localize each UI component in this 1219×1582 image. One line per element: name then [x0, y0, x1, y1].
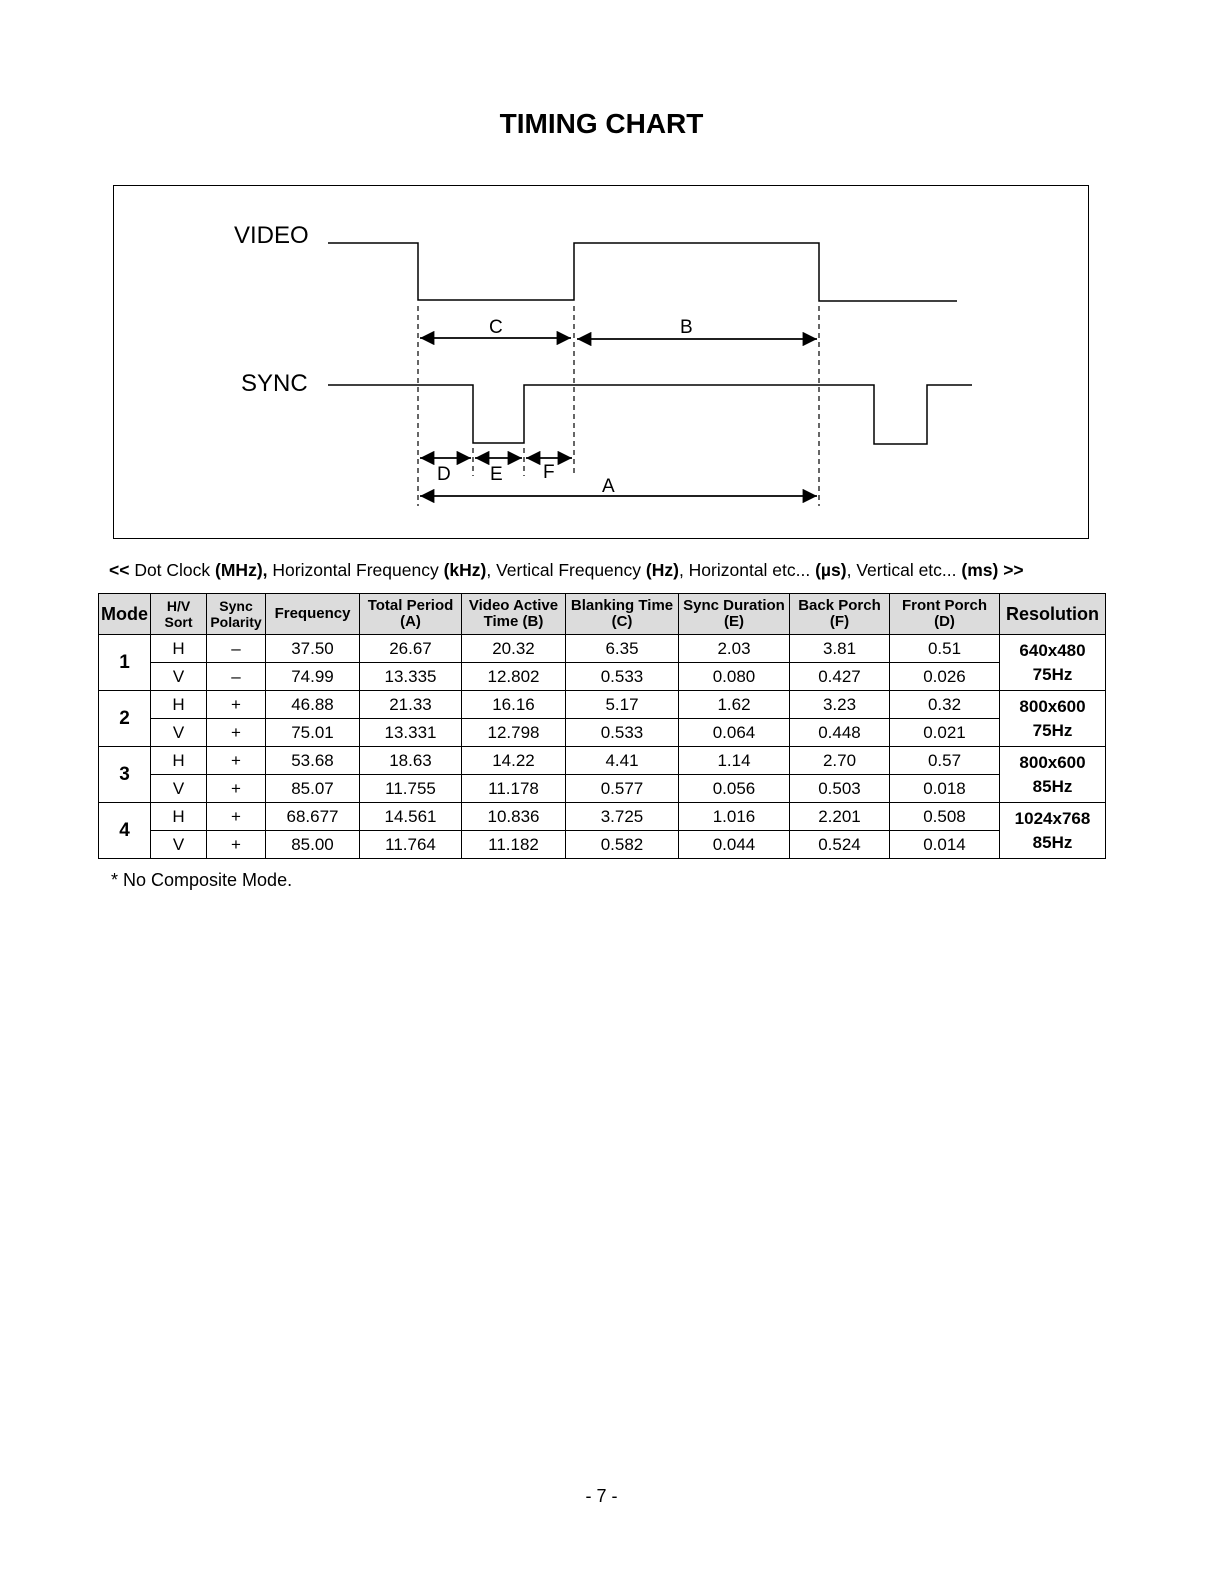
- table-cell: 16.16: [462, 691, 566, 719]
- header-frequency: Frequency: [266, 594, 360, 635]
- table-cell: V: [151, 719, 207, 747]
- table-cell: 11.182: [462, 831, 566, 859]
- table-cell: 13.331: [360, 719, 462, 747]
- table-cell: H: [151, 747, 207, 775]
- table-cell: 13.335: [360, 663, 462, 691]
- label-b: B: [680, 317, 693, 338]
- table-cell: V: [151, 831, 207, 859]
- table-cell: 0.577: [566, 775, 679, 803]
- table-cell: 0.427: [790, 663, 890, 691]
- mode-cell: 1: [99, 635, 151, 691]
- table-cell: 14.561: [360, 803, 462, 831]
- table-cell: 14.22: [462, 747, 566, 775]
- table-cell: 4.41: [566, 747, 679, 775]
- table-cell: 0.080: [679, 663, 790, 691]
- table-cell: 11.764: [360, 831, 462, 859]
- units-horiz: , Horizontal etc...: [678, 560, 816, 580]
- mode-cell: 4: [99, 803, 151, 859]
- table-cell: 0.021: [890, 719, 1000, 747]
- table-cell: –: [207, 663, 266, 691]
- table-cell: 12.802: [462, 663, 566, 691]
- table-cell: 0.533: [566, 663, 679, 691]
- table-cell: 21.33: [360, 691, 462, 719]
- resolution-cell: 640x480 75Hz: [1000, 635, 1106, 691]
- footnote: * No Composite Mode.: [111, 870, 293, 890]
- table-cell: 85.00: [266, 831, 360, 859]
- table-cell: 12.798: [462, 719, 566, 747]
- header-sync-duration: Sync Duration (E): [679, 594, 790, 635]
- table-cell: +: [207, 747, 266, 775]
- table-cell: H: [151, 635, 207, 663]
- table-cell: V: [151, 775, 207, 803]
- units-vfreq: , Vertical Frequency: [486, 560, 646, 580]
- label-d: D: [437, 464, 451, 485]
- header-polarity: Sync Polarity: [207, 594, 266, 635]
- timing-table: [98, 593, 1106, 859]
- table-cell: +: [207, 775, 266, 803]
- table-cell: 0.448: [790, 719, 890, 747]
- resolution-cell: 1024x768 85Hz: [1000, 803, 1106, 859]
- table-cell: 1.016: [679, 803, 790, 831]
- header-mode: Mode: [99, 594, 151, 635]
- header-front-porch: Front Porch (D): [890, 594, 1000, 635]
- table-cell: 18.63: [360, 747, 462, 775]
- table-cell: 2.201: [790, 803, 890, 831]
- table-cell: 0.014: [890, 831, 1000, 859]
- table-cell: 0.018: [890, 775, 1000, 803]
- sync-label: SYNC: [241, 370, 308, 397]
- table-cell: 11.755: [360, 775, 462, 803]
- table-cell: 3.81: [790, 635, 890, 663]
- table-cell: 0.026: [890, 663, 1000, 691]
- table-cell: 46.88: [266, 691, 360, 719]
- table-cell: 1.62: [679, 691, 790, 719]
- header-back-porch: Back Porch (F): [790, 594, 890, 635]
- table-cell: 1.14: [679, 747, 790, 775]
- timing-diagram: [113, 185, 1089, 539]
- units-hfreq-unit: (kHz): [443, 560, 487, 580]
- table-cell: 0.524: [790, 831, 890, 859]
- table-cell: 53.68: [266, 747, 360, 775]
- units-vert: , Vertical etc...: [846, 560, 962, 580]
- table-cell: 3.725: [566, 803, 679, 831]
- label-f: F: [543, 462, 555, 483]
- label-a: A: [602, 476, 615, 497]
- dashed-guides: [418, 306, 819, 506]
- dimension-arrows: [420, 338, 817, 496]
- units-vfreq-unit: (Hz): [645, 560, 679, 580]
- table-cell: 75.01: [266, 719, 360, 747]
- resolution-cell: 800x600 85Hz: [1000, 747, 1106, 803]
- table-cell: 20.32: [462, 635, 566, 663]
- table-row: [99, 663, 1106, 691]
- table-row: [99, 635, 1106, 663]
- table-row: [99, 691, 1106, 719]
- page-number: - 7 -: [585, 1486, 618, 1506]
- units-vert-unit: (ms): [961, 560, 999, 580]
- table-cell: 2.03: [679, 635, 790, 663]
- table-cell: 0.056: [679, 775, 790, 803]
- video-label: VIDEO: [234, 222, 309, 249]
- table-cell: 0.044: [679, 831, 790, 859]
- table-cell: 3.23: [790, 691, 890, 719]
- units-hfreq: Horizontal Frequency: [267, 560, 444, 580]
- table-cell: +: [207, 803, 266, 831]
- table-cell: 11.178: [462, 775, 566, 803]
- header-resolution: Resolution: [1000, 594, 1106, 635]
- table-cell: H: [151, 803, 207, 831]
- units-legend: [109, 560, 1024, 581]
- table-cell: +: [207, 831, 266, 859]
- table-header-row: [99, 594, 1106, 635]
- table-row: [99, 719, 1106, 747]
- units-dot-clock: Dot Clock: [129, 560, 216, 580]
- units-horiz-unit: (µs): [815, 560, 847, 580]
- table-cell: 6.35: [566, 635, 679, 663]
- timing-waveform-svg: [114, 186, 1090, 540]
- table-cell: 0.582: [566, 831, 679, 859]
- label-c: C: [489, 317, 503, 338]
- table-cell: 37.50: [266, 635, 360, 663]
- label-e: E: [490, 464, 503, 485]
- page-title: TIMING CHART: [499, 108, 704, 139]
- mode-cell: 2: [99, 691, 151, 747]
- units-close: >>: [998, 560, 1024, 580]
- sync-waveform: [328, 385, 972, 444]
- table-cell: 0.51: [890, 635, 1000, 663]
- header-blanking-time: Blanking Time (C): [566, 594, 679, 635]
- resolution-cell: 800x600 75Hz: [1000, 691, 1106, 747]
- units-open: <<: [109, 560, 130, 580]
- mode-cell: 3: [99, 747, 151, 803]
- table-cell: 2.70: [790, 747, 890, 775]
- table-cell: –: [207, 635, 266, 663]
- header-sort: H/V Sort: [151, 594, 207, 635]
- table-cell: +: [207, 719, 266, 747]
- table-cell: 5.17: [566, 691, 679, 719]
- table-cell: 74.99: [266, 663, 360, 691]
- units-dot-clock-unit: (MHz),: [215, 560, 268, 580]
- table-cell: 0.503: [790, 775, 890, 803]
- table-cell: 0.064: [679, 719, 790, 747]
- table-cell: 68.677: [266, 803, 360, 831]
- table-cell: V: [151, 663, 207, 691]
- header-video-active: Video Active Time (B): [462, 594, 566, 635]
- table-row: [99, 803, 1106, 831]
- table-cell: 0.508: [890, 803, 1000, 831]
- table-cell: +: [207, 691, 266, 719]
- table-cell: 10.836: [462, 803, 566, 831]
- table-cell: 85.07: [266, 775, 360, 803]
- table-cell: 26.67: [360, 635, 462, 663]
- video-waveform: [328, 243, 957, 301]
- table-cell: H: [151, 691, 207, 719]
- table-row: [99, 775, 1106, 803]
- table-cell: 0.57: [890, 747, 1000, 775]
- header-total-period: Total Period (A): [360, 594, 462, 635]
- table-cell: 0.533: [566, 719, 679, 747]
- table-row: [99, 831, 1106, 859]
- table-cell: 0.32: [890, 691, 1000, 719]
- table-row: [99, 747, 1106, 775]
